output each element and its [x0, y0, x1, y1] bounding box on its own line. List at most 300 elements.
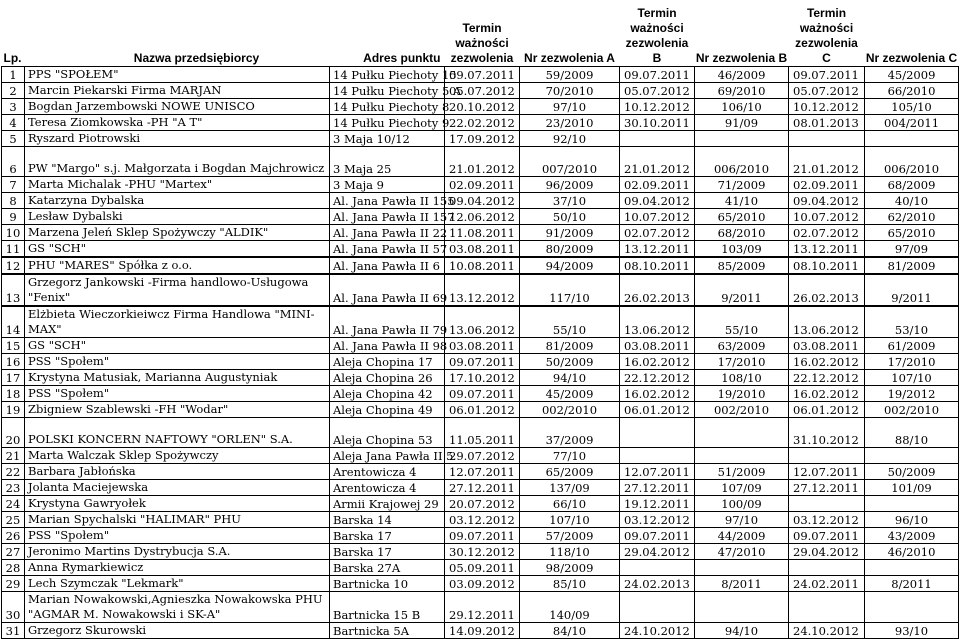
cell-number-c: 101/09	[865, 480, 959, 496]
cell-number-a: 118/10	[520, 544, 620, 560]
cell-number-b: 47/2010	[695, 544, 789, 560]
cell-number-a: 117/10	[520, 274, 620, 306]
cell-validity-c: 13.06.2012	[789, 306, 865, 338]
cell-lp: 14	[2, 306, 25, 338]
cell-address: Al. Jana Pawła II 6	[330, 257, 445, 274]
cell-business-name: PSS "Społem"	[25, 386, 330, 402]
cell-lp: 27	[2, 544, 25, 560]
cell-validity-c: 24.10.2012	[789, 623, 865, 639]
cell-validity-b	[620, 418, 695, 448]
cell-lp: 6	[2, 147, 25, 177]
cell-business-name: Marta Walczak Sklep Spożywczy	[25, 448, 330, 464]
cell-validity-c	[789, 592, 865, 623]
cell-number-c: 46/2010	[865, 544, 959, 560]
cell-lp: 4	[2, 115, 25, 131]
cell-number-b: 19/2010	[695, 386, 789, 402]
cell-address: Aleja Chopina 26	[330, 370, 445, 386]
cell-validity-a: 12.06.2012	[445, 209, 520, 225]
cell-validity-c: 09.04.2012	[789, 193, 865, 209]
cell-validity-a: 05.07.2012	[445, 83, 520, 99]
cell-number-b: 107/09	[695, 480, 789, 496]
cell-number-a: 77/10	[520, 448, 620, 464]
cell-business-name: Krystyna Matusiak, Marianna Augustyniak	[25, 370, 330, 386]
cell-validity-a: 13.12.2012	[445, 274, 520, 306]
cell-lp: 16	[2, 354, 25, 370]
cell-validity-a: 09.07.2011	[445, 354, 520, 370]
cell-number-c: 81/2009	[865, 257, 959, 274]
cell-business-name: Marta Michalak -PHU "Martex"	[25, 177, 330, 193]
table-row	[2, 131, 959, 147]
table-row	[2, 274, 959, 306]
cell-lp: 19	[2, 402, 25, 418]
cell-number-b: 63/2009	[695, 338, 789, 354]
cell-validity-c: 16.02.2012	[789, 354, 865, 370]
cell-number-b: 108/10	[695, 370, 789, 386]
cell-validity-b: 26.02.2013	[620, 274, 695, 306]
cell-number-a: 50/10	[520, 209, 620, 225]
cell-validity-c: 10.12.2012	[789, 99, 865, 115]
cell-number-a: 81/2009	[520, 338, 620, 354]
cell-address: Barska 14	[330, 512, 445, 528]
cell-lp: 2	[2, 83, 25, 99]
cell-address: 3 Maja 10/12	[330, 131, 445, 147]
cell-validity-b: 10.12.2012	[620, 99, 695, 115]
header-validity-b: Termin ważności zezwolenia B	[620, 0, 695, 67]
cell-number-c: 40/10	[865, 193, 959, 209]
cell-business-name: Jeronimo Martins Dystrybucja S.A.	[25, 544, 330, 560]
cell-number-a: 70/2010	[520, 83, 620, 99]
cell-number-c: 96/10	[865, 512, 959, 528]
cell-number-c: 88/10	[865, 418, 959, 448]
cell-lp: 31	[2, 623, 25, 639]
cell-validity-c	[789, 448, 865, 464]
table-row	[2, 225, 959, 241]
cell-validity-b: 22.12.2012	[620, 370, 695, 386]
cell-business-name: Teresa Ziomkowska -PH "A T"	[25, 115, 330, 131]
cell-address: Barska 27A	[330, 560, 445, 576]
cell-number-b: 91/09	[695, 115, 789, 131]
cell-lp: 3	[2, 99, 25, 115]
cell-number-b	[695, 592, 789, 623]
cell-number-b: 55/10	[695, 306, 789, 338]
table-row	[2, 464, 959, 480]
cell-address: Al. Jana Pawła II 22	[330, 225, 445, 241]
cell-number-a: 94/2009	[520, 257, 620, 274]
cell-address: Aleja Chopina 42	[330, 386, 445, 402]
cell-address: 14 Pułku Piechoty 9	[330, 115, 445, 131]
cell-number-a: 37/2009	[520, 418, 620, 448]
cell-address: Barska 17	[330, 528, 445, 544]
cell-lp: 5	[2, 131, 25, 147]
cell-validity-b: 13.12.2011	[620, 241, 695, 258]
cell-validity-b: 05.07.2012	[620, 83, 695, 99]
table-row	[2, 257, 959, 274]
table-row	[2, 386, 959, 402]
cell-validity-c: 13.12.2011	[789, 241, 865, 258]
cell-validity-a: 03.08.2011	[445, 241, 520, 258]
cell-number-c	[865, 131, 959, 147]
cell-address: Al. Jana Pawła II 98	[330, 338, 445, 354]
cell-business-name: Ryszard Piotrowski	[25, 131, 330, 147]
cell-validity-a: 09.07.2011	[445, 528, 520, 544]
cell-business-name: Anna Rymarkiewicz	[25, 560, 330, 576]
cell-validity-a: 29.07.2012	[445, 448, 520, 464]
cell-number-b: 65/2010	[695, 209, 789, 225]
cell-number-c: 43/2009	[865, 528, 959, 544]
cell-number-a: 002/2010	[520, 402, 620, 418]
cell-number-c	[865, 448, 959, 464]
cell-validity-b: 03.08.2011	[620, 338, 695, 354]
cell-validity-c	[789, 496, 865, 512]
cell-validity-c: 12.07.2011	[789, 464, 865, 480]
cell-number-c: 50/2009	[865, 464, 959, 480]
cell-number-c	[865, 496, 959, 512]
cell-number-b: 44/2009	[695, 528, 789, 544]
cell-number-a: 55/10	[520, 306, 620, 338]
cell-lp: 26	[2, 528, 25, 544]
cell-lp: 20	[2, 418, 25, 448]
cell-number-b	[695, 448, 789, 464]
cell-business-name: PSS "Społem"	[25, 528, 330, 544]
cell-number-b: 68/2010	[695, 225, 789, 241]
cell-address: Barska 17	[330, 544, 445, 560]
cell-number-b: 103/09	[695, 241, 789, 258]
cell-validity-c: 27.12.2011	[789, 480, 865, 496]
cell-validity-c: 02.09.2011	[789, 177, 865, 193]
cell-number-b: 69/2010	[695, 83, 789, 99]
cell-number-a: 57/2009	[520, 528, 620, 544]
cell-lp: 25	[2, 512, 25, 528]
cell-number-b: 106/10	[695, 99, 789, 115]
table-row	[2, 67, 959, 83]
cell-validity-a: 03.12.2012	[445, 512, 520, 528]
cell-number-c: 17/2010	[865, 354, 959, 370]
cell-number-a: 97/10	[520, 99, 620, 115]
cell-address: Bartnicka 10	[330, 576, 445, 592]
cell-number-b: 002/2010	[695, 402, 789, 418]
cell-number-b	[695, 560, 789, 576]
cell-number-b: 100/09	[695, 496, 789, 512]
cell-validity-c: 03.08.2011	[789, 338, 865, 354]
table-row	[2, 496, 959, 512]
cell-lp: 23	[2, 480, 25, 496]
cell-business-name: Katarzyna Dybalska	[25, 193, 330, 209]
cell-business-name: PW "Margo" s.j. Małgorzata i Bogdan Majchrowicz	[25, 147, 330, 177]
cell-validity-c: 24.02.2011	[789, 576, 865, 592]
cell-number-a: 140/09	[520, 592, 620, 623]
cell-validity-b: 10.07.2012	[620, 209, 695, 225]
table-row	[2, 354, 959, 370]
table-row	[2, 480, 959, 496]
cell-validity-a: 11.08.2011	[445, 225, 520, 241]
cell-number-a: 23/2010	[520, 115, 620, 131]
cell-number-b	[695, 131, 789, 147]
cell-validity-a: 05.09.2011	[445, 560, 520, 576]
cell-number-b: 46/2009	[695, 67, 789, 83]
cell-validity-c: 29.04.2012	[789, 544, 865, 560]
table-row	[2, 177, 959, 193]
cell-validity-b	[620, 592, 695, 623]
cell-validity-a: 30.12.2012	[445, 544, 520, 560]
cell-lp: 1	[2, 67, 25, 83]
cell-business-name: PHU "MARES" Spółka z o.o.	[25, 257, 330, 274]
cell-validity-c: 26.02.2013	[789, 274, 865, 306]
cell-business-name: Grzegorz Jankowski -Firma handlowo-Usługowa "Fenix"	[25, 274, 330, 306]
cell-business-name: Marian Spychalski "HALIMAR" PHU	[25, 512, 330, 528]
cell-address: 14 Pułku Piechoty 15	[330, 67, 445, 83]
cell-validity-b: 08.10.2011	[620, 257, 695, 274]
cell-business-name: Bogdan Jarzembowski NOWE UNISCO	[25, 99, 330, 115]
cell-address: Al. Jana Pawła II 69	[330, 274, 445, 306]
cell-number-a: 65/2009	[520, 464, 620, 480]
cell-validity-b: 12.07.2011	[620, 464, 695, 480]
cell-number-b: 41/10	[695, 193, 789, 209]
cell-validity-a: 11.05.2011	[445, 418, 520, 448]
cell-number-a: 137/09	[520, 480, 620, 496]
cell-number-c: 45/2009	[865, 67, 959, 83]
cell-number-a: 80/2009	[520, 241, 620, 258]
table-row	[2, 512, 959, 528]
cell-number-b: 94/10	[695, 623, 789, 639]
cell-validity-b: 21.01.2012	[620, 147, 695, 177]
cell-validity-c: 22.12.2012	[789, 370, 865, 386]
cell-validity-b: 02.07.2012	[620, 225, 695, 241]
cell-address: Bartnicka 15 B	[330, 592, 445, 623]
cell-number-c: 65/2010	[865, 225, 959, 241]
header-number-b: Nr zezwolenia B	[695, 0, 789, 67]
cell-address: 14 Pułku Piechoty 8	[330, 99, 445, 115]
table-row	[2, 338, 959, 354]
cell-business-name: Marian Nowakowski,Agnieszka Nowakowska PHU "AGMAR M. Nowakowski i SK-A"	[25, 592, 330, 623]
cell-number-b	[695, 418, 789, 448]
cell-address: Al. Jana Pawła II 79	[330, 306, 445, 338]
cell-address: 3 Maja 9	[330, 177, 445, 193]
table-row	[2, 402, 959, 418]
cell-validity-b: 24.02.2013	[620, 576, 695, 592]
cell-business-name: GS "SCH"	[25, 241, 330, 258]
cell-business-name: PSS "Społem"	[25, 354, 330, 370]
table-row	[2, 560, 959, 576]
cell-validity-a: 09.04.2012	[445, 193, 520, 209]
cell-validity-a: 12.07.2011	[445, 464, 520, 480]
cell-number-c: 9/2011	[865, 274, 959, 306]
cell-validity-c: 09.07.2011	[789, 67, 865, 83]
header-business-name: Nazwa przedsiębiorcy	[25, 0, 330, 67]
table-row	[2, 241, 959, 258]
permits-table	[1, 0, 959, 639]
cell-number-c: 66/2010	[865, 83, 959, 99]
header-validity-c: Termin ważności zezwolenia C	[789, 0, 865, 67]
cell-number-a: 107/10	[520, 512, 620, 528]
cell-number-c: 61/2009	[865, 338, 959, 354]
cell-business-name: POLSKI KONCERN NAFTOWY "ORLEN" S.A.	[25, 418, 330, 448]
cell-number-b: 97/10	[695, 512, 789, 528]
cell-address: Aleja Chopina 17	[330, 354, 445, 370]
cell-validity-a: 09.07.2011	[445, 67, 520, 83]
cell-number-b: 71/2009	[695, 177, 789, 193]
cell-number-c: 006/2010	[865, 147, 959, 177]
cell-validity-b: 29.04.2012	[620, 544, 695, 560]
cell-number-b: 51/2009	[695, 464, 789, 480]
cell-number-c: 19/2012	[865, 386, 959, 402]
cell-number-c: 93/10	[865, 623, 959, 639]
cell-validity-a: 02.09.2011	[445, 177, 520, 193]
cell-validity-a: 22.02.2012	[445, 115, 520, 131]
table-row	[2, 544, 959, 560]
cell-validity-b: 06.01.2012	[620, 402, 695, 418]
cell-validity-b: 09.07.2011	[620, 528, 695, 544]
cell-number-b: 9/2011	[695, 274, 789, 306]
cell-validity-c: 09.07.2011	[789, 528, 865, 544]
cell-business-name: Grzegorz Skurowski	[25, 623, 330, 639]
cell-validity-a: 10.08.2011	[445, 257, 520, 274]
cell-validity-b: 24.10.2012	[620, 623, 695, 639]
cell-number-a: 91/2009	[520, 225, 620, 241]
header-validity-a: Termin ważności zezwolenia	[445, 0, 520, 67]
cell-lp: 13	[2, 274, 25, 306]
cell-business-name: Zbigniew Szablewski -FH "Wodar"	[25, 402, 330, 418]
cell-number-a: 007/2010	[520, 147, 620, 177]
cell-validity-a: 06.01.2012	[445, 402, 520, 418]
cell-address: Aleja Chopina 49	[330, 402, 445, 418]
table-row	[2, 448, 959, 464]
cell-business-name: Lesław Dybalski	[25, 209, 330, 225]
cell-number-b: 17/2010	[695, 354, 789, 370]
cell-number-a: 37/10	[520, 193, 620, 209]
table-row	[2, 193, 959, 209]
cell-number-c: 97/09	[865, 241, 959, 258]
cell-number-a: 85/10	[520, 576, 620, 592]
cell-business-name: Marzena Jeleń Sklep Spożywczy "ALDIK"	[25, 225, 330, 241]
cell-validity-b: 13.06.2012	[620, 306, 695, 338]
cell-validity-c: 10.07.2012	[789, 209, 865, 225]
cell-number-b: 8/2011	[695, 576, 789, 592]
cell-lp: 17	[2, 370, 25, 386]
cell-number-a: 59/2009	[520, 67, 620, 83]
cell-lp: 18	[2, 386, 25, 402]
cell-business-name: Jolanta Maciejewska	[25, 480, 330, 496]
cell-number-c: 002/2010	[865, 402, 959, 418]
cell-lp: 9	[2, 209, 25, 225]
cell-address: Aleja Jana Pawła II 5	[330, 448, 445, 464]
cell-address: 14 Pułku Piechoty 5 A	[330, 83, 445, 99]
cell-validity-b: 09.04.2012	[620, 193, 695, 209]
table-row	[2, 623, 959, 639]
cell-validity-a: 13.06.2012	[445, 306, 520, 338]
cell-lp: 11	[2, 241, 25, 258]
cell-lp: 7	[2, 177, 25, 193]
table-row	[2, 83, 959, 99]
cell-validity-b: 09.07.2011	[620, 67, 695, 83]
cell-validity-b: 02.09.2011	[620, 177, 695, 193]
table-row	[2, 147, 959, 177]
header-lp: Lp.	[2, 0, 25, 67]
cell-number-c: 62/2010	[865, 209, 959, 225]
cell-validity-c	[789, 131, 865, 147]
table-row	[2, 370, 959, 386]
cell-number-c: 004/2011	[865, 115, 959, 131]
cell-business-name: Elżbieta Wieczorkieiwcz Firma Handlowa "MINI-MAX"	[25, 306, 330, 338]
table-row	[2, 418, 959, 448]
table-row	[2, 528, 959, 544]
cell-validity-b: 27.12.2011	[620, 480, 695, 496]
cell-validity-b: 19.12.2011	[620, 496, 695, 512]
cell-validity-b	[620, 448, 695, 464]
cell-validity-a: 20.07.2012	[445, 496, 520, 512]
cell-validity-a: 03.09.2012	[445, 576, 520, 592]
table-row	[2, 99, 959, 115]
table-row	[2, 115, 959, 131]
table-row	[2, 576, 959, 592]
cell-number-a: 94/10	[520, 370, 620, 386]
cell-number-c	[865, 560, 959, 576]
cell-validity-a: 27.12.2011	[445, 480, 520, 496]
cell-business-name: Lech Szymczak "Lekmark"	[25, 576, 330, 592]
cell-number-a: 45/2009	[520, 386, 620, 402]
cell-validity-a: 17.09.2012	[445, 131, 520, 147]
cell-address: Al. Jana Pawła II 57	[330, 241, 445, 258]
cell-business-name: Krystyna Gawryołek	[25, 496, 330, 512]
header-number-c: Nr zezwolenia C	[865, 0, 959, 67]
cell-address: Arentowicza 4	[330, 480, 445, 496]
cell-lp: 10	[2, 225, 25, 241]
cell-lp: 21	[2, 448, 25, 464]
cell-validity-c: 21.01.2012	[789, 147, 865, 177]
cell-business-name: GS "SCH"	[25, 338, 330, 354]
cell-number-a: 96/2009	[520, 177, 620, 193]
header-address: Adres punktu	[330, 0, 445, 67]
cell-lp: 24	[2, 496, 25, 512]
cell-validity-a: 14.09.2012	[445, 623, 520, 639]
cell-lp: 22	[2, 464, 25, 480]
cell-number-c: 8/2011	[865, 576, 959, 592]
cell-number-a: 50/2009	[520, 354, 620, 370]
cell-number-c: 68/2009	[865, 177, 959, 193]
cell-business-name: PPS "SPOŁEM"	[25, 67, 330, 83]
table-row	[2, 592, 959, 623]
cell-number-c: 107/10	[865, 370, 959, 386]
cell-validity-c: 08.01.2013	[789, 115, 865, 131]
cell-address: Armii Krajowej 29	[330, 496, 445, 512]
cell-business-name: Barbara Jabłońska	[25, 464, 330, 480]
cell-validity-c: 02.07.2012	[789, 225, 865, 241]
cell-validity-a: 20.10.2012	[445, 99, 520, 115]
table-row	[2, 306, 959, 338]
cell-validity-c	[789, 560, 865, 576]
cell-lp: 29	[2, 576, 25, 592]
cell-number-c: 105/10	[865, 99, 959, 115]
cell-validity-b	[620, 560, 695, 576]
cell-address: Al. Jana Pawła II 157	[330, 209, 445, 225]
cell-address: Aleja Chopina 53	[330, 418, 445, 448]
cell-validity-c: 08.10.2011	[789, 257, 865, 274]
cell-number-c	[865, 592, 959, 623]
cell-validity-b: 16.02.2012	[620, 386, 695, 402]
cell-address: 3 Maja 25	[330, 147, 445, 177]
cell-lp: 30	[2, 592, 25, 623]
cell-number-a: 92/10	[520, 131, 620, 147]
cell-validity-c: 03.12.2012	[789, 512, 865, 528]
cell-number-a: 66/10	[520, 496, 620, 512]
cell-validity-c: 06.01.2012	[789, 402, 865, 418]
cell-validity-a: 21.01.2012	[445, 147, 520, 177]
cell-validity-b: 16.02.2012	[620, 354, 695, 370]
cell-number-c: 53/10	[865, 306, 959, 338]
cell-validity-a: 03.08.2011	[445, 338, 520, 354]
cell-number-a: 98/2009	[520, 560, 620, 576]
cell-business-name: Marcin Piekarski Firma MARJAN	[25, 83, 330, 99]
header-number-a: Nr zezwolenia A	[520, 0, 620, 67]
